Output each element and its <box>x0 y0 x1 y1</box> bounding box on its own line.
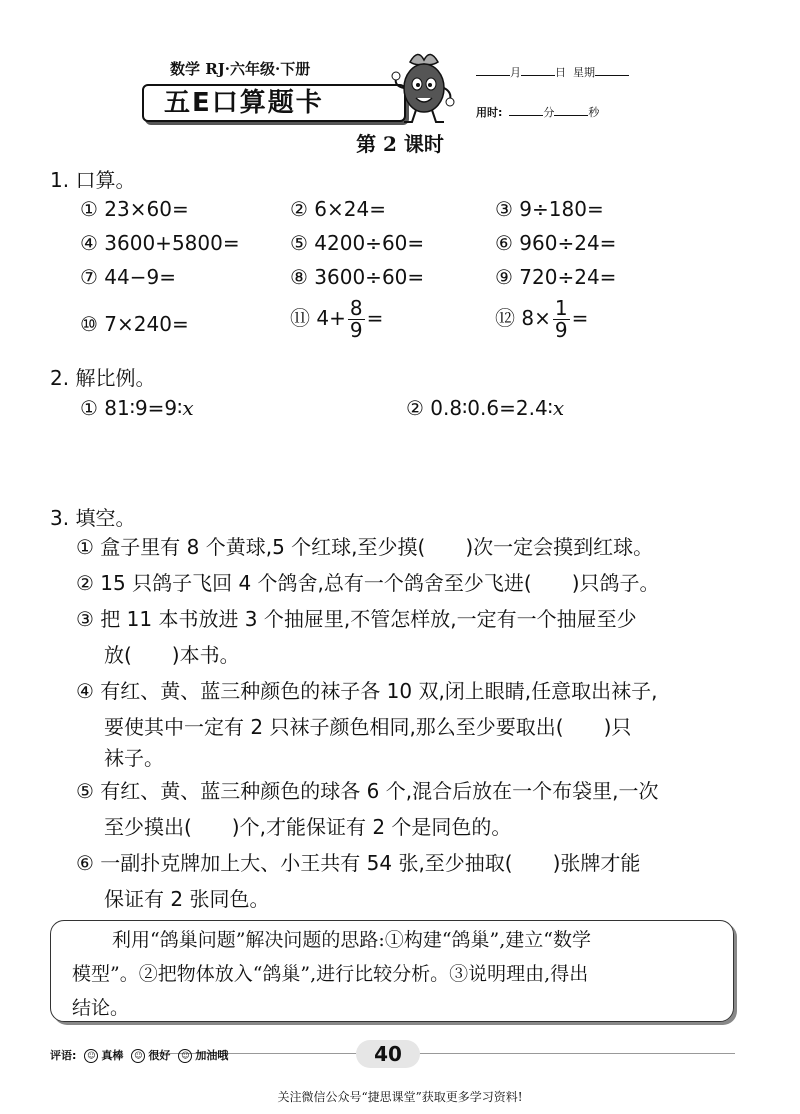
calc-item: ① 23×60= <box>80 197 189 221</box>
calc-item: ③ 9÷180= <box>495 197 604 221</box>
fill-line: ③ 把 11 本书放进 3 个抽屉里,不管怎样放,一定有一个抽屉至少 <box>76 607 637 631</box>
smile-icon: ☺ <box>131 1049 145 1063</box>
date-fields <box>476 64 629 80</box>
eval-option: 加油哦 <box>195 1049 229 1062</box>
proportion-item <box>406 396 564 420</box>
variable-x: x <box>552 396 565 420</box>
section3-title: 3. 填空。 <box>50 506 136 530</box>
bottom-note: 关注微信公众号“捷思课堂”获取更多学习资料! <box>277 1090 523 1104</box>
date-week-label: 星期 <box>573 66 595 79</box>
section1-title: 1. 口算。 <box>50 168 136 192</box>
calc-item: ⑩ 7×240= <box>80 312 189 336</box>
date-day-label: 日 <box>555 66 566 79</box>
calc-item: ⑧ 3600÷60= <box>290 265 425 289</box>
calc-item-suffix: = <box>366 306 384 330</box>
time-fields <box>476 104 599 120</box>
eval-label: 评语: <box>50 1049 77 1062</box>
calc-item: ⑤ 4200÷60= <box>290 231 425 255</box>
date-month-label: 月 <box>510 66 521 79</box>
fraction <box>348 298 365 341</box>
fraction-denominator: 9 <box>349 318 363 342</box>
calc-item-fraction <box>290 298 383 341</box>
fill-line: 放( )本书。 <box>104 643 240 667</box>
proportion-text: ① 81∶9=9∶ <box>80 396 183 420</box>
banner-title: 五E口算题卡 <box>142 84 406 122</box>
time-min-label: 分 <box>543 106 555 119</box>
calc-item: ② 6×24= <box>290 197 386 221</box>
fraction <box>553 298 570 341</box>
fill-line: ⑤ 有红、黄、蓝三种颜色的球各 6 个,混合后放在一个布袋里,一次 <box>76 779 659 803</box>
fill-line: ① 盒子里有 8 个黄球,5 个红球,至少摸( )次一定会摸到红球。 <box>76 535 654 559</box>
evaluation <box>50 1047 228 1063</box>
footer-divider <box>150 1053 735 1054</box>
smile-icon: ☺ <box>84 1049 98 1063</box>
fill-line: 保证有 2 张同色。 <box>104 887 270 911</box>
mascot-illustration <box>388 48 458 126</box>
calc-item: ⑥ 960÷24= <box>495 231 617 255</box>
calc-item: ⑦ 44−9= <box>80 265 176 289</box>
lesson-title: 第 2 课时 <box>356 132 444 156</box>
section2-title: 2. 解比例。 <box>50 366 156 390</box>
fraction-denominator: 9 <box>554 318 568 342</box>
smile-icon: ☺ <box>178 1049 192 1063</box>
subject-line: 数学 RJ·六年级·下册 <box>170 60 311 78</box>
tip-line: 模型”。②把物体放入“鸽巢”,进行比较分析。③说明理由,得出 <box>72 963 589 985</box>
fill-line: ⑥ 一副扑克牌加上大、小王共有 54 张,至少抽取( )张牌才能 <box>76 851 641 875</box>
time-sec-label: 秒 <box>588 106 600 119</box>
fill-line: ④ 有红、黄、蓝三种颜色的袜子各 10 双,闭上眼睛,任意取出袜子, <box>76 679 658 703</box>
fraction-numerator: 8 <box>349 296 363 320</box>
fill-line: 要使其中一定有 2 只袜子颜色相同,那么至少要取出( )只 <box>104 715 632 739</box>
eval-option: 很好 <box>148 1049 171 1062</box>
eval-option: 真棒 <box>101 1049 124 1062</box>
proportion-item <box>80 396 194 420</box>
tip-line: 结论。 <box>72 997 130 1019</box>
fraction-numerator: 1 <box>554 296 568 320</box>
time-label: 用时: <box>476 106 503 119</box>
page-number: 40 <box>356 1040 420 1068</box>
fill-line: ② 15 只鸽子飞回 4 个鸽舍,总有一个鸽舍至少飞进( )只鸽子。 <box>76 571 660 595</box>
calc-item-prefix: ⑫ 8× <box>495 306 551 330</box>
fill-line: 袜子。 <box>104 746 164 770</box>
calc-item: ④ 3600+5800= <box>80 231 240 255</box>
calc-item-fraction <box>495 298 588 341</box>
calc-item-suffix: = <box>571 306 589 330</box>
calc-item-prefix: ⑪ 4+ <box>290 306 346 330</box>
calc-item: ⑨ 720÷24= <box>495 265 617 289</box>
proportion-text: ② 0.8∶0.6=2.4∶ <box>406 396 553 420</box>
tip-line: 利用“鸽巢问题”解决问题的思路:①构建“鸽巢”,建立“数学 <box>112 929 592 951</box>
fill-line: 至少摸出( )个,才能保证有 2 个是同色的。 <box>104 815 512 839</box>
variable-x: x <box>182 396 194 420</box>
